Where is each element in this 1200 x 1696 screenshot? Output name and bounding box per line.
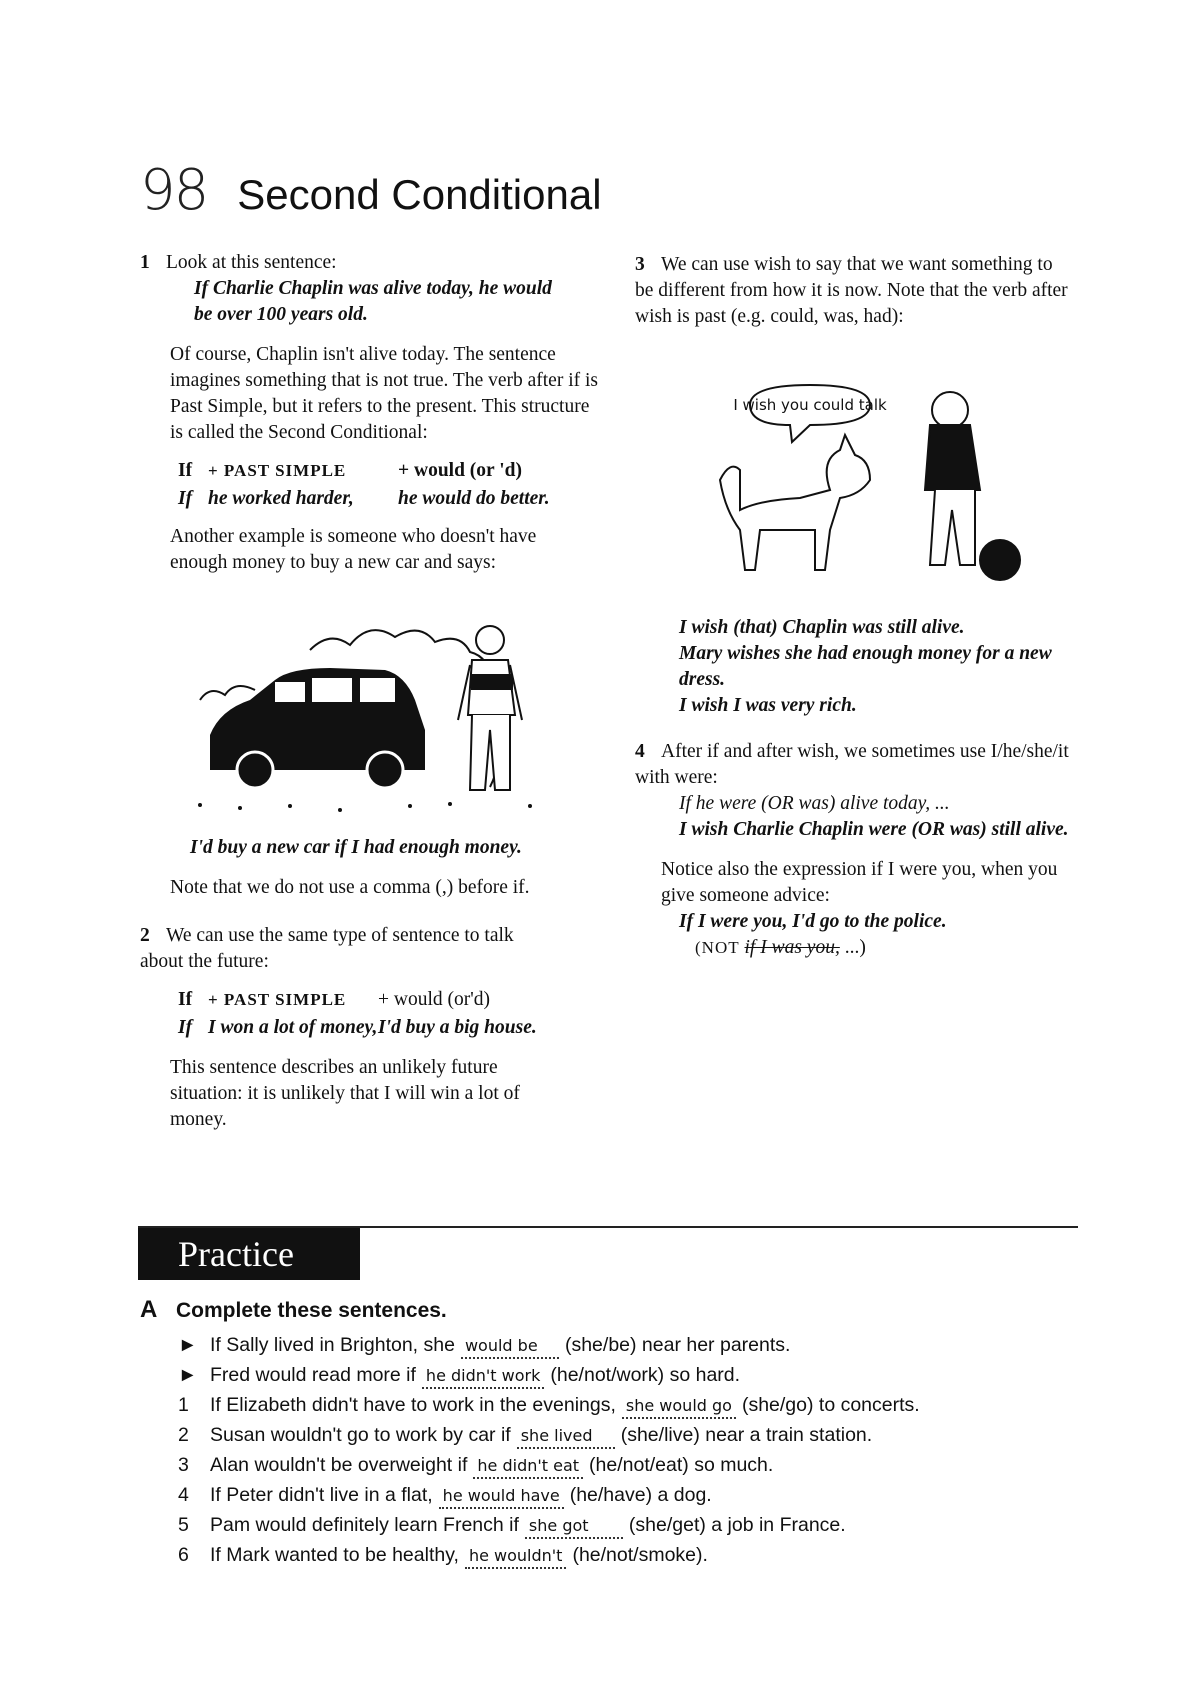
formula-2 [178,987,600,1041]
item-prompt: If Elizabeth didn't have to work in the evenings, [210,1394,616,1416]
formula-would: + would (or'd) [378,989,490,1010]
exercise-item [178,1390,920,1420]
answer-blank[interactable]: would be [461,1335,559,1359]
item-hint: (he/not/smoke). [572,1544,708,1566]
exercise-a-heading [140,1296,447,1324]
answer-blank[interactable]: he wouldn't [465,1545,567,1569]
section-1-intro [140,250,600,276]
formula-would: + would (or 'd) [398,460,522,481]
section-2-intro-text: We can use the same type of sentence to talk about the future: [140,925,514,972]
item-hint: (he/not/work) so hard. [550,1364,741,1386]
example-marker: ► [178,1364,198,1386]
wish-example-2: Mary wishes she had enough money for a new dress. [679,643,1052,690]
section-number: 2 [140,925,150,946]
answer-blank[interactable]: he didn't work [422,1365,544,1389]
section-4-intro-text: After if and after wish, we sometimes use I/he/she/it with were: [635,741,1069,788]
were-example-2: I wish Charlie Chaplin were (OR was) still alive. [679,819,1069,840]
exercise-item [178,1540,920,1570]
right-column-lower [635,615,1085,961]
answer-blank[interactable]: she would go [622,1395,736,1419]
car-and-man-illustration [180,620,570,820]
answer-blank[interactable]: she lived [517,1425,615,1449]
item-number: 2 [178,1424,189,1446]
item-hint: (she/live) near a train station. [620,1424,873,1446]
section-2-intro [140,923,560,975]
section-4-intro [635,739,1085,791]
item-number: 3 [178,1454,189,1476]
not-example [695,935,1085,961]
right-column [635,252,1075,330]
section-number: 1 [140,252,150,273]
formula-ex-result: I'd buy a big house. [378,1017,537,1038]
exercise-item [178,1360,920,1390]
item-prompt: If Sally lived in Brighton, she [210,1334,455,1356]
section-3-intro-text: We can use wish to say that we want something to be different from how it is now. Note that the verb after wish is past (e.g. could, was, had): [635,254,1068,327]
page-title: Second Conditional [237,171,602,218]
item-hint: (she/go) to concerts. [741,1394,920,1416]
item-number: 4 [178,1484,189,1506]
exercise-item [178,1420,920,1450]
section-3-intro [635,252,1075,330]
struck-example: if I was you, [744,937,840,958]
formula-if: If [178,460,193,481]
item-prompt: Fred would read more if [210,1364,416,1386]
section-1-explanation: Of course, Chaplin isn't alive today. The sentence imagines something that is not true. The verb after if is Past Simple, but it refers to the present. This structure is called the Second Conditional: [170,344,599,443]
not-label: (NOT [695,938,740,957]
exercise-title: Complete these sentences. [176,1299,447,1322]
item-hint: (she/get) a job in France. [628,1514,846,1536]
formula-past-simple: + PAST SIMPLE [208,990,347,1009]
answer-blank[interactable]: he would have [439,1485,564,1509]
advice-note: Notice also the expression if I were you, when you give someone advice: [661,859,1058,906]
formula-if: If [178,989,193,1010]
exercise-item [178,1510,920,1540]
item-prompt: Alan wouldn't be overweight if [210,1454,468,1476]
left-column [140,250,600,576]
section-number: 3 [635,254,645,275]
practice-banner: Practice [138,1228,360,1280]
speech-bubble-text: I wish you could talk [733,396,887,414]
girl-talking-to-dog-illustration [680,380,1040,600]
exercise-item [178,1450,920,1480]
formula-ex-result: he would do better. [398,488,550,509]
section-number: 4 [635,741,645,762]
car-caption: I'd buy a new car if I had enough money. [190,837,522,858]
exercise-item [178,1330,920,1360]
wish-example-1: I wish (that) Chaplin was still alive. [679,617,965,638]
answer-blank[interactable]: she got [525,1515,623,1539]
item-number: 6 [178,1544,189,1566]
exercise-a-list [178,1330,920,1570]
formula-ex-clause: I won a lot of money, [208,1017,378,1038]
item-hint: (he/not/eat) so much. [589,1454,774,1476]
exercise-letter: A [140,1296,158,1323]
item-number: 1 [178,1394,189,1416]
formula-ex-if: If [178,488,193,509]
section-2-explanation: This sentence describes an unlikely future situation: it is unlikely that I will win a lot of money. [170,1057,520,1130]
comma-note: Note that we do not use a comma (,) before if. [170,877,530,898]
item-hint: (he/have) a dog. [569,1484,712,1506]
item-number: 5 [178,1514,189,1536]
section-1-intro-text: Look at this sentence: [166,252,337,273]
item-prompt: If Mark wanted to be healthy, [210,1544,459,1566]
formula-ex-clause: he worked harder, [208,488,354,509]
unit-number: 98 [140,158,208,223]
formula-past-simple: + PAST SIMPLE [208,461,347,480]
another-example: Another example is someone who doesn't have enough money to buy a new car and says: [170,526,537,573]
formula-ex-if: If [178,1017,193,1038]
exercise-item [178,1480,920,1510]
item-hint: (she/be) near her parents. [564,1334,791,1356]
answer-blank[interactable]: he didn't eat [473,1455,583,1479]
not-close: ...) [844,937,866,958]
were-example-1: If he were (OR was) alive today, ... [679,793,950,814]
advice-example: If I were you, I'd go to the police. [679,911,947,932]
chaplin-example: If Charlie Chaplin was alive today, he would be over 100 years old. [194,278,552,325]
item-prompt: Pam would definitely learn French if [210,1514,519,1536]
item-prompt: If Peter didn't live in a flat, [210,1484,433,1506]
item-prompt: Susan wouldn't go to work by car if [210,1424,511,1446]
unit-header [140,158,602,228]
example-marker: ► [178,1334,198,1356]
formula-1 [178,458,600,512]
wish-example-3: I wish I was very rich. [679,695,857,716]
left-column-lower [140,835,600,1133]
